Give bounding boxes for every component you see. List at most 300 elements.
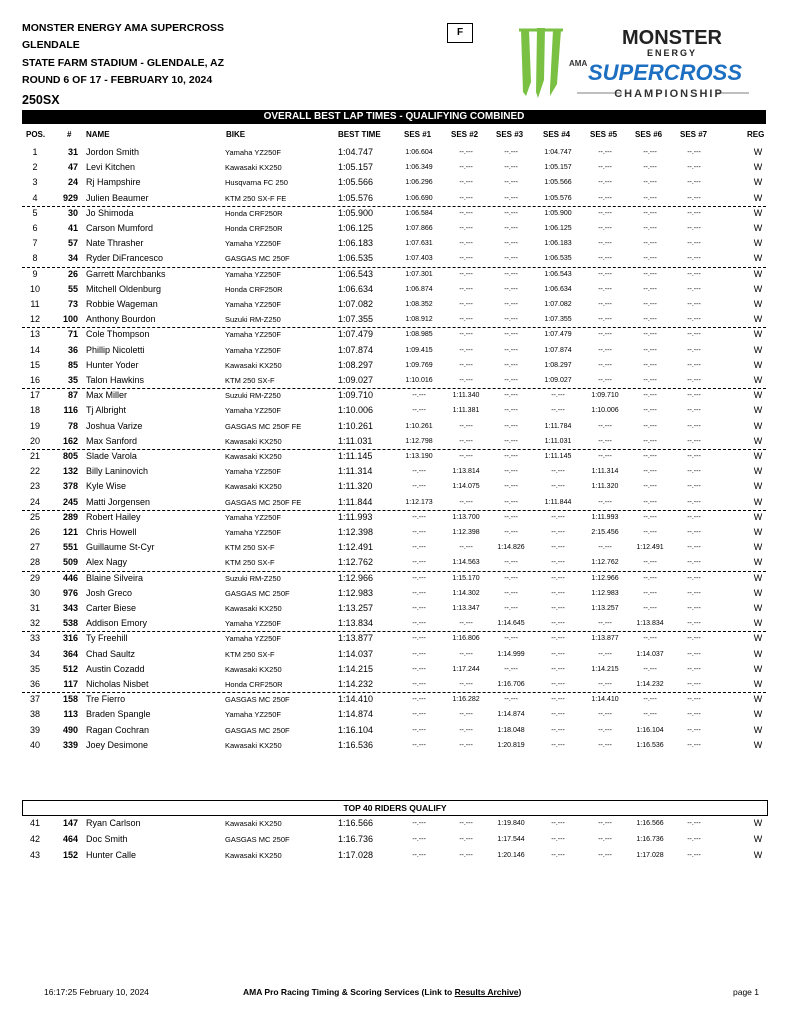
cell-bike: Yamaha YZ250F: [225, 148, 282, 157]
cell-pos: 35: [29, 664, 40, 674]
cell-session-6: --.---: [643, 559, 657, 566]
cell-session-4: --.---: [551, 711, 565, 718]
cell-session-2: --.---: [459, 271, 473, 278]
cell-number: 26: [67, 269, 78, 279]
cell-rider-name: Talon Hawkins: [86, 375, 145, 385]
cell-session-6: --.---: [643, 711, 657, 718]
cell-best-time: 1:06.535: [338, 253, 374, 263]
cell-best-time: 1:14.215: [338, 664, 374, 674]
cell-session-7: --.---: [687, 696, 701, 703]
cell-session-2: --.---: [459, 544, 473, 551]
cell-session-5: --.---: [598, 499, 612, 506]
table-row: [0, 389, 791, 404]
cell-pos: 36: [29, 679, 40, 689]
cell-reg: W: [753, 542, 763, 552]
cell-rider-name: Chris Howell: [86, 527, 137, 537]
cell-reg: W: [753, 818, 763, 828]
cell-session-2: 1:15.170: [452, 575, 480, 582]
cell-number: 71: [67, 329, 78, 339]
cell-pos: 23: [29, 481, 40, 491]
cell-session-7: --.---: [687, 164, 701, 171]
cell-session-6: --.---: [643, 499, 657, 506]
cell-best-time: 1:05.576: [338, 193, 374, 203]
cell-pos: 43: [29, 850, 40, 860]
cell-reg: W: [753, 850, 763, 860]
cell-session-5: --.---: [598, 301, 612, 308]
cell-session-3: --.---: [504, 210, 518, 217]
cell-session-1: 1:10.261: [405, 423, 433, 430]
col-header-ses4: SES #4: [543, 130, 571, 139]
session-letter-box: F: [447, 23, 473, 43]
cell-session-3: --.---: [504, 529, 518, 536]
logo-brand-1: MONSTER: [622, 27, 722, 49]
cell-number: 35: [67, 375, 78, 385]
cell-best-time: 1:12.762: [338, 557, 374, 567]
table-row: [0, 708, 791, 723]
cell-session-3: --.---: [504, 316, 518, 323]
table-row: [0, 693, 791, 708]
cell-number: 464: [62, 834, 78, 844]
cell-session-4: --.---: [551, 575, 565, 582]
cell-reg: W: [753, 405, 763, 415]
cell-session-5: --.---: [598, 164, 612, 171]
cell-bike: Yamaha YZ250F: [225, 528, 282, 537]
table-row: [0, 849, 791, 864]
cell-session-4: --.---: [551, 852, 565, 859]
cell-session-7: --.---: [687, 681, 701, 688]
cell-best-time: 1:09.710: [338, 390, 374, 400]
cell-session-2: 1:16.806: [452, 635, 480, 642]
cell-session-3: 1:14.645: [497, 620, 525, 627]
cell-session-3: --.---: [504, 423, 518, 430]
cell-session-1: 1:12.173: [405, 499, 433, 506]
table-row: [0, 435, 791, 450]
cell-session-5: --.---: [598, 179, 612, 186]
cell-session-2: --.---: [459, 149, 473, 156]
cell-session-5: --.---: [598, 331, 612, 338]
cell-session-3: --.---: [504, 605, 518, 612]
cell-session-5: --.---: [598, 271, 612, 278]
cell-session-2: --.---: [459, 681, 473, 688]
cell-number: 36: [67, 345, 78, 355]
cell-reg: W: [753, 329, 763, 339]
cell-best-time: 1:06.183: [338, 238, 374, 248]
cell-session-7: --.---: [687, 559, 701, 566]
cell-number: 147: [62, 818, 78, 828]
table-row: [0, 313, 791, 328]
cell-session-6: 1:16.104: [636, 727, 664, 734]
cell-session-4: --.---: [551, 620, 565, 627]
cell-bike: Yamaha YZ250F: [225, 346, 282, 355]
cell-session-5: --.---: [598, 727, 612, 734]
cell-session-1: 1:12.798: [405, 438, 433, 445]
col-header-reg: REG: [747, 130, 765, 139]
cell-session-5: 1:11.314: [591, 468, 619, 475]
cell-session-4: --.---: [551, 836, 565, 843]
cell-bike: Husqvarna FC 250: [225, 178, 288, 187]
cell-bike: GASGAS MC 250F FE: [225, 422, 302, 431]
cell-rider-name: Max Miller: [86, 390, 128, 400]
cell-session-5: --.---: [598, 225, 612, 232]
cell-session-2: --.---: [459, 499, 473, 506]
cell-session-6: --.---: [643, 666, 657, 673]
cell-session-7: --.---: [687, 852, 701, 859]
cell-reg: W: [753, 834, 763, 844]
table-row: [0, 572, 791, 587]
cell-bike: Yamaha YZ250F: [225, 406, 282, 415]
footer-timestamp: 16:17:25 February 10, 2024: [44, 987, 149, 997]
cell-session-5: --.---: [598, 255, 612, 262]
cell-pos: 3: [32, 177, 38, 187]
cell-bike: Kawasaki KX250: [225, 851, 282, 860]
cell-session-5: --.---: [598, 453, 612, 460]
cell-session-4: 1:07.355: [544, 316, 572, 323]
cell-session-5: 1:12.966: [591, 575, 619, 582]
cell-session-7: --.---: [687, 590, 701, 597]
cell-bike: Kawasaki KX250: [225, 741, 282, 750]
table-row: [0, 161, 791, 176]
cell-best-time: 1:11.993: [338, 512, 373, 522]
cell-session-4: --.---: [551, 468, 565, 475]
table-row: [0, 192, 791, 207]
cell-session-6: --.---: [643, 377, 657, 384]
cell-best-time: 1:11.031: [338, 436, 373, 446]
cell-number: 289: [62, 512, 78, 522]
cell-session-3: 1:20.146: [497, 852, 525, 859]
cell-session-1: 1:07.403: [405, 255, 433, 262]
cell-session-1: 1:06.584: [405, 210, 433, 217]
cell-session-6: --.---: [643, 575, 657, 582]
cell-reg: W: [753, 603, 763, 613]
cell-session-3: --.---: [504, 240, 518, 247]
cell-session-2: --.---: [459, 852, 473, 859]
header-round: ROUND 6 OF 17 - FEBRUARY 10, 2024: [22, 74, 213, 86]
cell-bike: Yamaha YZ250F: [225, 634, 282, 643]
cell-best-time: 1:05.157: [338, 162, 374, 172]
cell-session-2: 1:14.563: [452, 559, 480, 566]
cell-session-2: 1:11.381: [452, 407, 480, 414]
cell-bike: Kawasaki KX250: [225, 604, 282, 613]
cell-rider-name: Hunter Calle: [86, 850, 137, 860]
cell-session-2: 1:16.282: [452, 696, 480, 703]
cell-session-6: --.---: [643, 316, 657, 323]
cell-session-7: --.---: [687, 195, 701, 202]
cell-best-time: 1:04.747: [338, 147, 374, 157]
table-row: [0, 648, 791, 663]
cell-pos: 13: [29, 329, 40, 339]
cell-session-6: --.---: [643, 347, 657, 354]
table-row: [0, 587, 791, 602]
cell-session-7: --.---: [687, 392, 701, 399]
cell-number: 47: [67, 162, 78, 172]
cell-session-7: --.---: [687, 836, 701, 843]
cell-session-3: 1:19.840: [497, 820, 525, 827]
cell-rider-name: Braden Spangle: [86, 709, 151, 719]
table-row: [0, 450, 791, 465]
cell-reg: W: [753, 618, 763, 628]
cell-rider-name: Joey Desimone: [86, 740, 149, 750]
cell-session-4: --.---: [551, 681, 565, 688]
col-header-ses1: SES #1: [404, 130, 432, 139]
cell-session-3: 1:18.048: [497, 727, 525, 734]
cell-session-6: --.---: [643, 407, 657, 414]
cell-session-3: --.---: [504, 468, 518, 475]
table-row: [0, 404, 791, 419]
cell-session-7: --.---: [687, 331, 701, 338]
cell-session-3: 1:14.999: [497, 651, 525, 658]
cell-number: 343: [62, 603, 78, 613]
cell-session-2: --.---: [459, 362, 473, 369]
cell-number: 100: [62, 314, 78, 324]
cell-reg: W: [753, 679, 763, 689]
cell-pos: 15: [29, 360, 40, 370]
cell-pos: 7: [32, 238, 38, 248]
cell-rider-name: Robbie Wageman: [86, 299, 158, 309]
cell-session-6: 1:13.834: [636, 620, 664, 627]
cell-session-2: --.---: [459, 255, 473, 262]
col-header-num: #: [67, 130, 72, 139]
logo-subtitle: CHAMPIONSHIP: [614, 88, 724, 100]
cell-session-5: --.---: [598, 544, 612, 551]
cell-pos: 29: [29, 573, 40, 583]
cell-rider-name: Ty Freehill: [86, 633, 128, 643]
cell-rider-name: Guillaume St-Cyr: [86, 542, 155, 552]
cell-session-4: --.---: [551, 514, 565, 521]
cell-bike: Honda CRF250R: [225, 680, 283, 689]
cell-session-2: --.---: [459, 225, 473, 232]
table-row: [0, 480, 791, 495]
cell-session-2: --.---: [459, 179, 473, 186]
cell-session-1: --.---: [412, 820, 426, 827]
cell-session-1: 1:13.190: [405, 453, 433, 460]
cell-session-4: --.---: [551, 407, 565, 414]
cell-number: 117: [63, 679, 78, 689]
cell-best-time: 1:13.257: [338, 603, 374, 613]
cell-session-4: 1:05.157: [544, 164, 572, 171]
cell-pos: 28: [29, 557, 40, 567]
cell-best-time: 1:06.543: [338, 269, 374, 279]
cell-rider-name: Josh Greco: [86, 588, 133, 598]
cell-best-time: 1:11.844: [338, 497, 373, 507]
cell-session-5: --.---: [598, 210, 612, 217]
cell-best-time: 1:13.834: [338, 618, 374, 628]
cell-rider-name: Billy Laninovich: [86, 466, 149, 476]
cell-session-5: --.---: [598, 836, 612, 843]
cell-bike: GASGAS MC 250F: [225, 726, 290, 735]
cell-session-1: --.---: [412, 575, 426, 582]
col-header-name: NAME: [86, 130, 110, 139]
logo-sanction: AMA: [569, 59, 588, 68]
cell-pos: 42: [29, 834, 40, 844]
cell-session-7: --.---: [687, 149, 701, 156]
cell-bike: KTM 250 SX-F: [225, 650, 275, 659]
cell-session-4: 1:05.576: [544, 195, 572, 202]
cell-session-6: --.---: [643, 590, 657, 597]
cell-number: 976: [62, 588, 78, 598]
cell-session-1: --.---: [412, 468, 426, 475]
results-archive-link[interactable]: Results Archive: [454, 987, 519, 997]
cell-session-7: --.---: [687, 286, 701, 293]
cell-session-5: --.---: [598, 711, 612, 718]
cell-rider-name: Joshua Varize: [86, 421, 143, 431]
footer-service: [243, 987, 521, 997]
cell-session-7: --.---: [687, 347, 701, 354]
cell-best-time: 1:11.320: [338, 481, 373, 491]
cell-rider-name: Nate Thrasher: [86, 238, 144, 248]
cell-number: 34: [67, 253, 78, 263]
cell-session-2: --.---: [459, 711, 473, 718]
class-label: 250SX: [22, 93, 60, 107]
cell-session-2: --.---: [459, 286, 473, 293]
cell-session-3: 1:14.826: [497, 544, 525, 551]
cell-pos: 14: [29, 345, 40, 355]
cell-session-1: --.---: [412, 483, 426, 490]
cell-session-1: 1:07.866: [405, 225, 433, 232]
cell-session-4: --.---: [551, 727, 565, 734]
cell-session-6: --.---: [643, 195, 657, 202]
cell-session-6: --.---: [643, 605, 657, 612]
cell-session-1: --.---: [412, 514, 426, 521]
cell-reg: W: [753, 299, 763, 309]
cell-pos: 33: [29, 633, 40, 643]
cell-session-3: --.---: [504, 377, 518, 384]
cell-session-7: --.---: [687, 210, 701, 217]
cell-pos: 1: [32, 147, 38, 157]
cell-reg: W: [753, 633, 763, 643]
cell-session-2: --.---: [459, 347, 473, 354]
cell-number: 162: [62, 436, 78, 446]
table-row: [0, 511, 791, 526]
cell-bike: Yamaha YZ250F: [225, 330, 282, 339]
cell-session-4: 1:06.125: [544, 225, 572, 232]
table-row: [0, 817, 791, 832]
cell-number: 57: [67, 238, 78, 248]
cell-session-3: --.---: [504, 392, 518, 399]
table-row: [0, 420, 791, 435]
cell-session-2: --.---: [459, 301, 473, 308]
cell-session-1: 1:09.415: [405, 347, 433, 354]
cell-session-1: --.---: [412, 852, 426, 859]
cell-session-5: 1:12.762: [591, 559, 619, 566]
cell-number: 805: [62, 451, 78, 461]
cell-session-1: --.---: [412, 651, 426, 658]
cell-session-1: 1:06.690: [405, 195, 433, 202]
cell-session-7: --.---: [687, 483, 701, 490]
cell-reg: W: [753, 466, 763, 476]
cell-pos: 27: [29, 542, 40, 552]
cell-session-7: --.---: [687, 529, 701, 536]
table-title: OVERALL BEST LAP TIMES - QUALIFYING COMBINED: [22, 110, 766, 124]
cell-session-5: --.---: [598, 852, 612, 859]
cell-session-5: --.---: [598, 149, 612, 156]
cell-reg: W: [753, 497, 763, 507]
cell-rider-name: Addison Emory: [86, 618, 148, 628]
cell-session-5: --.---: [598, 195, 612, 202]
table-row: [0, 222, 791, 237]
cell-session-2: --.---: [459, 742, 473, 749]
cell-session-3: --.---: [504, 271, 518, 278]
cell-reg: W: [753, 193, 763, 203]
cell-pos: 10: [29, 284, 40, 294]
cell-session-4: 1:11.031: [544, 438, 572, 445]
cell-session-4: --.---: [551, 820, 565, 827]
cell-session-5: --.---: [598, 377, 612, 384]
table-row: [0, 237, 791, 252]
cell-session-2: 1:13.347: [452, 605, 480, 612]
cell-session-5: 1:14.215: [591, 666, 619, 673]
cell-session-6: --.---: [643, 392, 657, 399]
cell-pos: 17: [29, 390, 40, 400]
cell-pos: 19: [29, 421, 40, 431]
table-row: [0, 833, 791, 848]
cell-bike: Yamaha YZ250F: [225, 513, 282, 522]
cell-bike: Honda CRF250R: [225, 209, 283, 218]
cell-rider-name: Ryan Carlson: [86, 818, 141, 828]
cell-session-2: --.---: [459, 195, 473, 202]
cell-bike: KTM 250 SX-F FE: [225, 194, 287, 203]
cell-session-6: 1:17.028: [636, 852, 664, 859]
cell-pos: 11: [30, 299, 40, 309]
cell-pos: 2: [32, 162, 38, 172]
cell-session-3: --.---: [504, 301, 518, 308]
cell-pos: 20: [29, 436, 40, 446]
cell-session-5: --.---: [598, 347, 612, 354]
cell-number: 116: [63, 405, 78, 415]
cell-session-4: 1:08.297: [544, 362, 572, 369]
cell-number: 509: [62, 557, 78, 567]
cell-bike: Suzuki RM-Z250: [225, 315, 281, 324]
cell-session-2: --.---: [459, 316, 473, 323]
cell-session-1: --.---: [412, 590, 426, 597]
cell-session-1: 1:08.912: [405, 316, 433, 323]
cell-rider-name: Tj Albright: [86, 405, 127, 415]
cell-reg: W: [753, 269, 763, 279]
cell-session-4: 1:09.027: [544, 377, 572, 384]
cell-session-1: 1:06.604: [405, 149, 433, 156]
cell-session-7: --.---: [687, 271, 701, 278]
cell-session-6: --.---: [643, 164, 657, 171]
cell-best-time: 1:14.037: [338, 649, 374, 659]
cell-session-6: --.---: [643, 453, 657, 460]
cell-best-time: 1:05.900: [338, 208, 374, 218]
cell-session-1: --.---: [412, 836, 426, 843]
cell-reg: W: [753, 345, 763, 355]
cell-bike: Kawasaki KX250: [225, 437, 282, 446]
cell-best-time: 1:17.028: [338, 850, 374, 860]
footer-service-end: ): [518, 987, 522, 997]
cell-session-6: 1:12.491: [636, 544, 664, 551]
cell-pos: 6: [32, 223, 38, 233]
table-row: [0, 344, 791, 359]
cell-best-time: 1:07.082: [338, 299, 374, 309]
col-header-pos: POS.: [26, 130, 46, 139]
table-row: [0, 146, 791, 161]
cell-session-3: --.---: [504, 362, 518, 369]
cell-session-1: --.---: [412, 727, 426, 734]
cell-session-4: --.---: [551, 666, 565, 673]
cell-session-7: --.---: [687, 453, 701, 460]
cell-session-6: --.---: [643, 423, 657, 430]
cell-session-7: --.---: [687, 423, 701, 430]
cell-session-2: 1:11.340: [452, 392, 480, 399]
cell-number: 85: [67, 360, 78, 370]
cell-reg: W: [753, 649, 763, 659]
cell-session-1: --.---: [412, 392, 426, 399]
cell-session-3: 1:14.874: [497, 711, 525, 718]
cell-bike: Yamaha YZ250F: [225, 619, 282, 628]
cell-rider-name: Cole Thompson: [86, 329, 150, 339]
cell-session-2: --.---: [459, 820, 473, 827]
